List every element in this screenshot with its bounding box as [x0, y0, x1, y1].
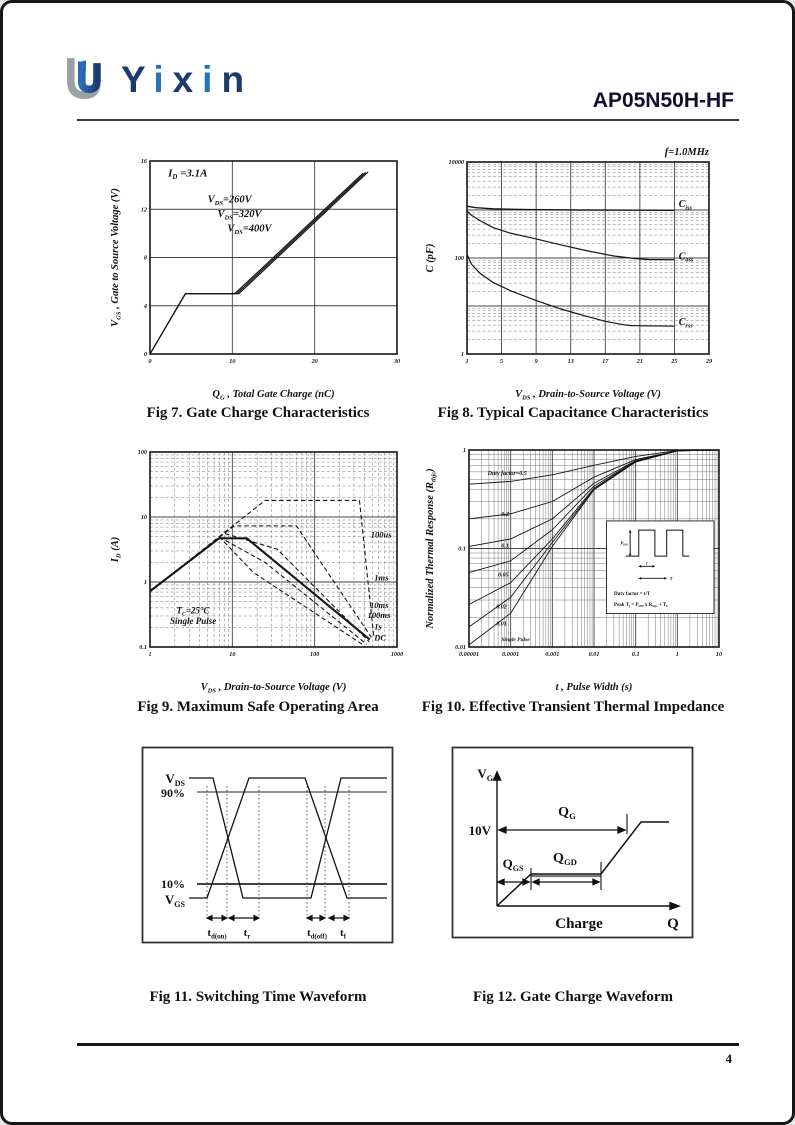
- ten-volt-label: 10V: [468, 823, 491, 838]
- svg-text:0.05: 0.05: [498, 572, 509, 579]
- svg-text:0: 0: [148, 358, 152, 365]
- svg-text:16: 16: [140, 158, 147, 166]
- svg-text:29: 29: [705, 358, 713, 365]
- fig11-caption: Fig 11. Switching Time Waveform: [149, 989, 367, 1005]
- svg-text:t: t: [646, 560, 648, 566]
- svg-text:100: 100: [454, 255, 464, 263]
- svg-text:QG , Total Gate Charge (nC): $Q_G$ , Total Gate Charge (nC): [212, 389, 335, 402]
- svg-text:Peak Tj = PDM x Rthjc + TC: Peak $T_j = P_{DM}$ x $R_{thjc} + T_C$: [614, 603, 669, 609]
- svg-text:0.01: 0.01: [588, 651, 600, 658]
- svg-text:VDS=320V: $V_{DS}=320V$: [217, 209, 262, 222]
- vg-axis-label: $V_G$: [477, 766, 493, 783]
- svg-text:0.1: 0.1: [501, 543, 509, 550]
- svg-text:1: 1: [143, 579, 147, 587]
- svg-text:0.02: 0.02: [496, 604, 507, 611]
- svg-text:VGS , Gate to Source Voltage (: $V_{GS}$ , Gate to Source Voltage (V): [110, 188, 123, 327]
- svg-text:8: 8: [143, 254, 147, 262]
- footer-rule: [77, 1043, 739, 1046]
- svg-text:4: 4: [143, 302, 147, 310]
- q-axis-label: Q: [667, 916, 679, 932]
- tf-label: $t_f$: [340, 927, 346, 941]
- fig9-soa-chart: [108, 440, 413, 697]
- svg-text:PDM: $P_{DM}$: [620, 540, 628, 547]
- brand-logo: [59, 51, 253, 109]
- qg-label: $Q_G$: [558, 805, 576, 822]
- svg-text:10: 10: [715, 651, 723, 658]
- svg-text:1: 1: [462, 447, 466, 455]
- fig10-thermal-chart: [423, 440, 733, 697]
- fig11-switching-waveform: [141, 746, 394, 944]
- svg-text:10: 10: [229, 358, 236, 365]
- svg-text:Single Pulse: Single Pulse: [170, 616, 217, 627]
- fig9-caption: Fig 9. Maximum Safe Operating Area: [137, 699, 379, 715]
- svg-text:Ciss: $C_{iss}$: [678, 199, 692, 212]
- svg-text:0.1: 0.1: [458, 545, 466, 553]
- svg-text:10: 10: [140, 514, 147, 522]
- vds-label: $V_{DS}$: [165, 771, 185, 788]
- svg-text:17: 17: [602, 358, 609, 365]
- fig10-caption: Fig 10. Effective Transient Thermal Impedance: [421, 699, 725, 715]
- svg-text:ID =3.1A: $I_D =3.1A$: [168, 167, 208, 182]
- svg-text:12: 12: [140, 206, 147, 214]
- svg-text:0.2: 0.2: [501, 511, 509, 518]
- svg-text:Coss: $C_{oss}$: [678, 251, 694, 264]
- fig8-capacitance-chart: [423, 142, 733, 404]
- svg-text:t , Pulse Width (s): t , Pulse Width (s): [555, 682, 633, 693]
- svg-text:T: T: [669, 575, 673, 581]
- svg-text:VDS=260V: $V_{DS}=260V$: [207, 194, 252, 207]
- svg-text:0.0001: 0.0001: [502, 651, 520, 658]
- header-rule: [77, 119, 739, 121]
- svg-text:100: 100: [310, 651, 320, 658]
- svg-text:13: 13: [567, 358, 574, 365]
- svg-text:f=1.0MHz: f=1.0MHz: [664, 147, 709, 158]
- charge-axis-label: Charge: [555, 916, 603, 932]
- logo-u-icon: [59, 51, 113, 109]
- svg-text:0.1: 0.1: [139, 644, 147, 652]
- qgd-label: $Q_{GD}$: [553, 851, 577, 868]
- svg-text:5: 5: [500, 358, 504, 365]
- svg-text:Duty factor=0.5: Duty factor=0.5: [487, 470, 527, 477]
- svg-text:9: 9: [534, 358, 538, 365]
- td-on-label: $t_{d(on)}$: [207, 927, 227, 941]
- svg-text:C (pF): C (pF): [425, 243, 436, 273]
- svg-text:1000: 1000: [390, 651, 404, 658]
- svg-text:Normalized Thermal Response (R: Normalized Thermal Response $(R_{thjc})$: [425, 468, 438, 629]
- fig12-gate-charge-waveform: [451, 746, 694, 939]
- svg-text:1: 1: [465, 358, 469, 365]
- svg-text:10: 10: [229, 651, 236, 658]
- svg-text:10ms: 10ms: [370, 599, 389, 610]
- fig7-caption: Fig 7. Gate Charge Characteristics: [146, 405, 370, 421]
- svg-text:Crss: $C_{rss}$: [678, 317, 693, 330]
- td-off-label: $t_{d(off)}$: [307, 927, 327, 941]
- level-10-label: 10%: [161, 877, 185, 891]
- svg-text:10000: 10000: [448, 159, 464, 167]
- vgs-label: $V_{GS}$: [164, 892, 185, 909]
- tr-label: $t_r$: [243, 927, 251, 941]
- logo-text: Yixin: [121, 59, 254, 100]
- qgs-label: $Q_{GS}$: [502, 856, 524, 873]
- part-number: AP05N50H-HF: [592, 89, 734, 112]
- svg-text:21: 21: [636, 358, 643, 365]
- svg-text:1: 1: [148, 651, 152, 658]
- svg-text:DC: DC: [374, 632, 387, 643]
- svg-text:100ms: 100ms: [367, 609, 391, 620]
- svg-text:0: 0: [143, 351, 147, 359]
- svg-text:TC=25°C: $T_C=25^\circ C$: [176, 605, 210, 618]
- svg-text:0.1: 0.1: [631, 651, 640, 658]
- svg-text:0.00001: 0.00001: [458, 651, 480, 658]
- fig7-gate-charge-chart: [108, 149, 413, 404]
- svg-text:100: 100: [137, 449, 147, 457]
- svg-text:0.001: 0.001: [545, 651, 560, 658]
- svg-text:1: 1: [460, 351, 464, 359]
- svg-text:0.01: 0.01: [496, 621, 507, 628]
- svg-text:20: 20: [311, 358, 318, 365]
- svg-text:VDS=400V: $V_{DS}=400V$: [227, 223, 272, 236]
- fig12-caption: Fig 12. Gate Charge Waveform: [472, 989, 674, 1005]
- level-90-label: 90%: [161, 786, 185, 800]
- svg-text:0.01: 0.01: [455, 644, 466, 652]
- svg-text:VDS , Drain-to-Source Voltage: $V_{DS}$ , Drain-to-Source Voltage (V): [515, 389, 661, 402]
- svg-text:Duty factor = t/T: Duty factor = t/T: [614, 591, 651, 597]
- svg-text:ID (A): $I_D$ (A): [110, 536, 123, 563]
- svg-text:1s: 1s: [374, 621, 382, 632]
- fig8-caption: Fig 8. Typical Capacitance Characteristics: [437, 405, 709, 421]
- svg-text:25: 25: [671, 358, 678, 365]
- svg-text:Single Pulse: Single Pulse: [501, 637, 530, 644]
- page-number: 4: [725, 1051, 732, 1066]
- svg-text:30: 30: [393, 358, 401, 365]
- svg-text:VDS , Drain-to-Source Voltage: $V_{DS}$ , Drain-to-Source Voltage (V): [200, 682, 347, 695]
- svg-text:1ms: 1ms: [374, 572, 389, 583]
- fig11-frame: [143, 748, 393, 943]
- svg-text:1: 1: [675, 651, 679, 658]
- svg-text:100us: 100us: [370, 529, 392, 540]
